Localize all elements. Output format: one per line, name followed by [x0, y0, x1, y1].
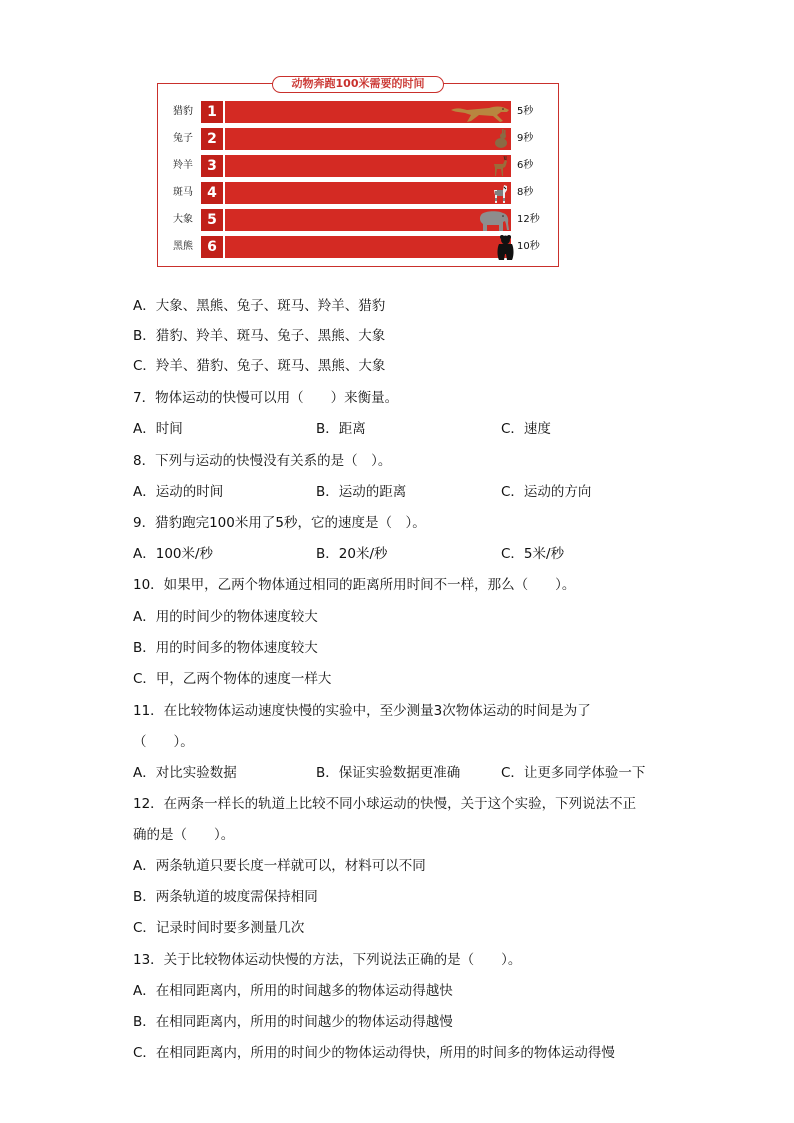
time-label: 9秒: [517, 133, 534, 144]
rank-number: 6: [201, 236, 225, 258]
option-a: A．大象、黑熊、兔子、斑马、羚羊、猎豹: [133, 298, 386, 314]
option-a: A．两条轨道只要长度一样就可以，材料可以不同: [133, 858, 426, 874]
animal-speed-figure: [157, 77, 559, 267]
option-b: B．猎豹、羚羊、斑马、兔子、黑熊、大象: [133, 328, 386, 344]
figure-row: [158, 182, 558, 204]
animal-name: 大象: [173, 214, 193, 225]
animal-name: 猎豹: [173, 106, 193, 117]
question-stem: 11．在比较物体运动速度快慢的实验中，至少测量3次物体运动的时间是为了: [133, 703, 591, 719]
figure-row: [158, 155, 558, 177]
option-c: C．运动的方向: [501, 484, 592, 500]
figure-row: [158, 128, 558, 150]
rank-number: 4: [201, 182, 225, 204]
option-a: A．100米/秒: [133, 546, 214, 562]
option-b: B．用的时间多的物体速度较大: [133, 640, 318, 656]
option-a: A．运动的时间: [133, 484, 224, 500]
time-label: 5秒: [517, 106, 534, 117]
option-c: C．羚羊、猎豹、兔子、斑马、黑熊、大象: [133, 358, 386, 374]
question-stem: 7．物体运动的快慢可以用（ ）来衡量。: [133, 390, 399, 406]
rank-number: 5: [201, 209, 225, 231]
option-b: B．在相同距离内，所用的时间越少的物体运动得越慢: [133, 1014, 453, 1030]
figure-title: 动物奔跑100米需要的时间: [272, 76, 444, 93]
option-a: A．时间: [133, 421, 183, 437]
cheetah-icon: [449, 101, 511, 123]
time-bar: [201, 128, 511, 150]
rank-number: 2: [201, 128, 225, 150]
figure-row: [158, 236, 558, 258]
elephant-icon: [477, 209, 511, 233]
option-c: C．速度: [501, 421, 551, 437]
option-b: B．20米/秒: [316, 546, 388, 562]
option-b: B．两条轨道的坡度需保持相同: [133, 889, 318, 905]
animal-name: 黑熊: [173, 241, 193, 252]
option-b: B．保证实验数据更准确: [316, 765, 461, 781]
time-bar: [201, 101, 511, 123]
rank-number: 1: [201, 101, 225, 123]
option-c: C．让更多同学体验一下: [501, 765, 646, 781]
question-stem: 13．关于比较物体运动快慢的方法，下列说法正确的是（ ）。: [133, 952, 522, 968]
rank-number: 3: [201, 155, 225, 177]
option-b: B．距离: [316, 421, 366, 437]
rabbit-icon: [493, 128, 509, 150]
option-c: C．甲，乙两个物体的速度一样大: [133, 671, 332, 687]
time-bar: [201, 236, 511, 258]
zebra-icon: [491, 182, 509, 204]
animal-name: 兔子: [173, 133, 193, 144]
option-a: A．用的时间少的物体速度较大: [133, 609, 318, 625]
question-stem: 9．猎豹跑完100米用了5秒，它的速度是（ ）。: [133, 515, 426, 531]
time-bar: [201, 209, 511, 231]
animal-name: 羚羊: [173, 160, 193, 171]
option-b: B．运动的距离: [316, 484, 407, 500]
option-c: C．5米/秒: [501, 546, 565, 562]
time-bar: [201, 182, 511, 204]
option-a: A．在相同距离内，所用的时间越多的物体运动得越快: [133, 983, 453, 999]
question-stem: 8．下列与运动的快慢没有关系的是（ ）。: [133, 453, 392, 469]
option-c: C．在相同距离内，所用的时间少的物体运动得快，所用的时间多的物体运动得慢: [133, 1045, 615, 1061]
time-label: 8秒: [517, 187, 534, 198]
black-bear-icon: [495, 232, 515, 262]
animal-name: 斑马: [173, 187, 193, 198]
time-label: 10秒: [517, 241, 540, 252]
option-c: C．记录时间时要多测量几次: [133, 920, 305, 936]
figure-row: [158, 101, 558, 123]
question-stem: 10．如果甲，乙两个物体通过相同的距离所用时间不一样，那么（ ）。: [133, 577, 576, 593]
question-stem-continued: （ ）。: [133, 734, 194, 750]
antelope-icon: [491, 155, 509, 177]
option-a: A．对比实验数据: [133, 765, 237, 781]
question-stem-continued: 确的是（ ）。: [133, 827, 235, 843]
time-label: 6秒: [517, 160, 534, 171]
time-bar: [201, 155, 511, 177]
question-stem: 12．在两条一样长的轨道上比较不同小球运动的快慢，关于这个实验，下列说法不正: [133, 796, 637, 812]
figure-row: [158, 209, 558, 231]
time-label: 12秒: [517, 214, 540, 225]
